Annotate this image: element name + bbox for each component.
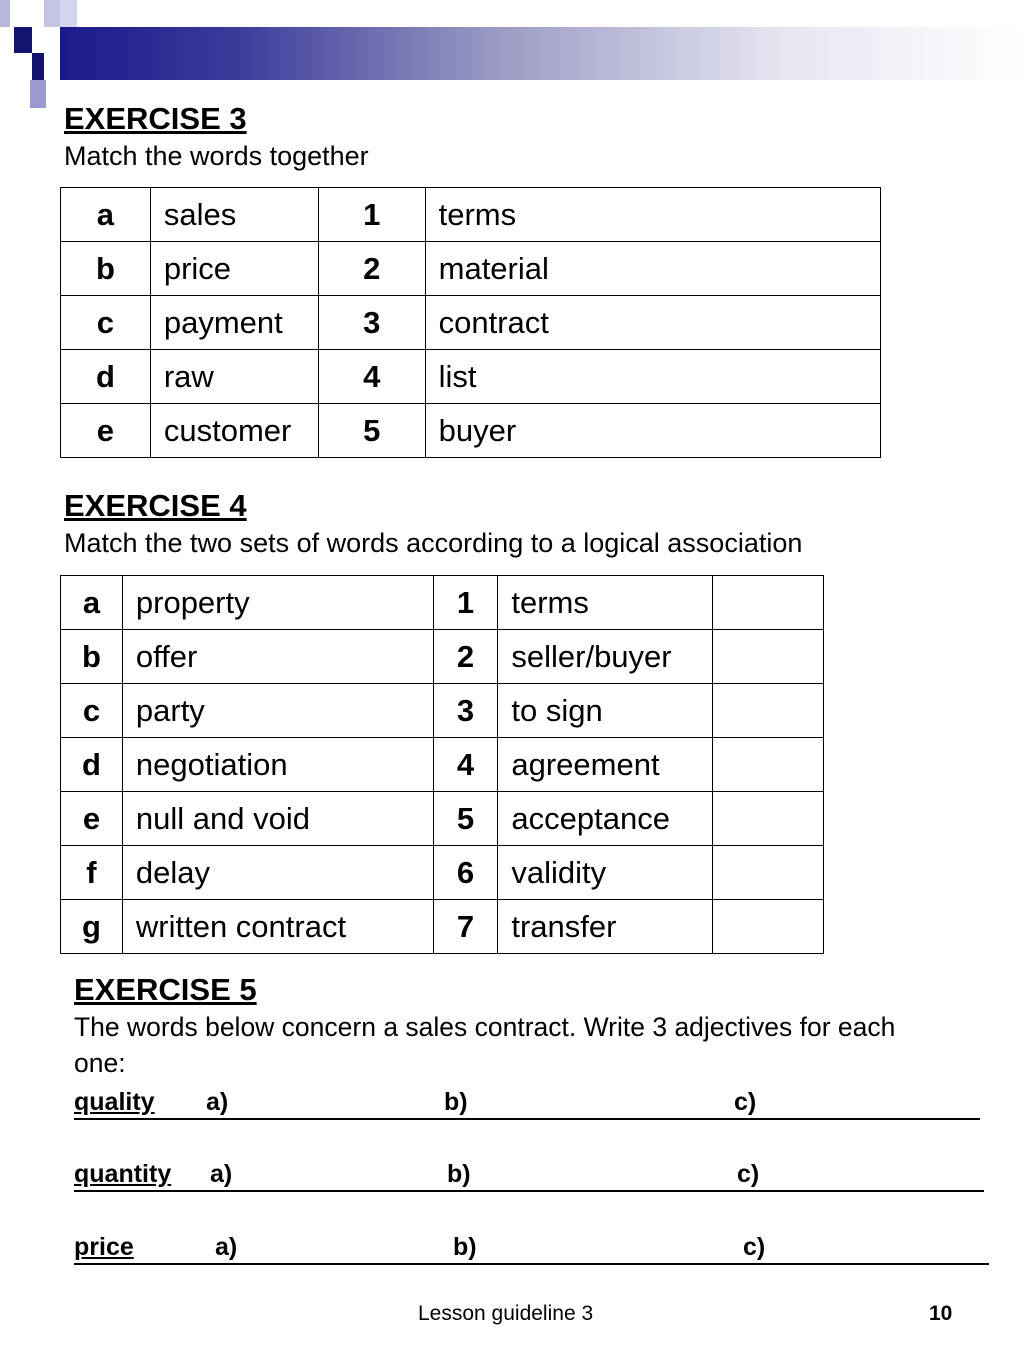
table-row: [61, 630, 824, 684]
row-match: terms: [425, 188, 880, 242]
row-match: validity: [498, 846, 713, 900]
answer-cell[interactable]: [713, 792, 824, 846]
row-match: transfer: [498, 900, 713, 954]
row-number: 6: [433, 846, 498, 900]
exercise4-instruction: Match the two sets of words according to a logical association: [64, 528, 803, 558]
answer-cell[interactable]: [713, 576, 824, 630]
answer-word: quality: [74, 1088, 155, 1116]
row-number: 7: [433, 900, 498, 954]
table-row: [61, 188, 881, 242]
row-word: customer: [150, 404, 318, 458]
row-number: 5: [433, 792, 498, 846]
exercise5-instruction-line2: one:: [74, 1048, 126, 1078]
table-row: [61, 738, 824, 792]
footer-label: Lesson guideline 3: [418, 1302, 594, 1325]
row-word: party: [122, 684, 433, 738]
row-number: 1: [318, 188, 425, 242]
row-letter: e: [61, 404, 151, 458]
row-word: delay: [122, 846, 433, 900]
row-word: property: [122, 576, 433, 630]
answer-underline: [74, 1118, 980, 1120]
row-match: contract: [425, 296, 880, 350]
exercise3-title: EXERCISE 3: [64, 101, 247, 136]
exercise3-section: [64, 102, 369, 172]
row-letter: d: [61, 738, 123, 792]
table-row: [61, 900, 824, 954]
answer-word: quantity: [74, 1160, 172, 1188]
row-number: 4: [318, 350, 425, 404]
exercise3-table: [60, 187, 881, 458]
option-a-label: a): [210, 1160, 233, 1188]
row-letter: c: [61, 296, 151, 350]
answer-underline: [74, 1190, 984, 1192]
header-decor-square: [14, 27, 32, 53]
exercise4-table: [60, 575, 824, 954]
row-number: 1: [433, 576, 498, 630]
row-letter: a: [61, 576, 123, 630]
row-letter: a: [61, 188, 151, 242]
header-decor-square: [32, 53, 44, 80]
row-match: material: [425, 242, 880, 296]
exercise4-title: EXERCISE 4: [64, 488, 247, 523]
table-row: [61, 684, 824, 738]
row-match: seller/buyer: [498, 630, 713, 684]
header-decor-square: [44, 0, 60, 27]
table-row: [61, 350, 881, 404]
table-row: [61, 404, 881, 458]
row-letter: b: [61, 242, 151, 296]
header-decor-square: [0, 0, 10, 27]
exercise5-section: [74, 973, 1024, 1079]
option-c-label: c): [734, 1088, 757, 1116]
row-letter: f: [61, 846, 123, 900]
row-word: price: [150, 242, 318, 296]
exercise5-instruction: [74, 1011, 1024, 1079]
header-gradient-bar: [60, 27, 1024, 80]
row-number: 3: [318, 296, 425, 350]
row-word: payment: [150, 296, 318, 350]
option-c-label: c): [737, 1160, 760, 1188]
row-letter: b: [61, 630, 123, 684]
row-number: 3: [433, 684, 498, 738]
answer-cell[interactable]: [713, 900, 824, 954]
row-letter: e: [61, 792, 123, 846]
header-decor-square: [30, 80, 46, 108]
answer-cell[interactable]: [713, 846, 824, 900]
exercise5-title: EXERCISE 5: [74, 972, 257, 1007]
option-c-label: c): [743, 1233, 766, 1261]
table-row: [61, 576, 824, 630]
exercise5-instruction-line1: The words below concern a sales contract. Write 3 adjectives for each: [74, 1012, 896, 1042]
row-word: raw: [150, 350, 318, 404]
option-b-label: b): [447, 1160, 471, 1188]
row-letter: g: [61, 900, 123, 954]
answer-cell[interactable]: [713, 630, 824, 684]
answer-cell[interactable]: [713, 684, 824, 738]
page-number: 10: [929, 1302, 953, 1325]
row-match: terms: [498, 576, 713, 630]
option-b-label: b): [444, 1088, 468, 1116]
option-b-label: b): [453, 1233, 477, 1261]
exercise3-instruction: Match the words together: [64, 141, 369, 171]
row-letter: d: [61, 350, 151, 404]
row-word: written contract: [122, 900, 433, 954]
option-a-label: a): [206, 1088, 229, 1116]
row-word: sales: [150, 188, 318, 242]
row-match: acceptance: [498, 792, 713, 846]
row-number: 2: [318, 242, 425, 296]
option-a-label: a): [215, 1233, 238, 1261]
row-match: buyer: [425, 404, 880, 458]
row-word: negotiation: [122, 738, 433, 792]
row-word: offer: [122, 630, 433, 684]
row-letter: c: [61, 684, 123, 738]
answer-underline: [74, 1263, 989, 1265]
row-match: to sign: [498, 684, 713, 738]
answer-cell[interactable]: [713, 738, 824, 792]
table-row: [61, 242, 881, 296]
header-decor-square: [60, 0, 77, 27]
table-row: [61, 296, 881, 350]
row-number: 2: [433, 630, 498, 684]
table-row: [61, 846, 824, 900]
row-number: 5: [318, 404, 425, 458]
row-match: list: [425, 350, 880, 404]
row-word: null and void: [122, 792, 433, 846]
row-match: agreement: [498, 738, 713, 792]
table-row: [61, 792, 824, 846]
row-number: 4: [433, 738, 498, 792]
exercise4-section: [64, 489, 802, 559]
answer-word: price: [74, 1233, 134, 1261]
